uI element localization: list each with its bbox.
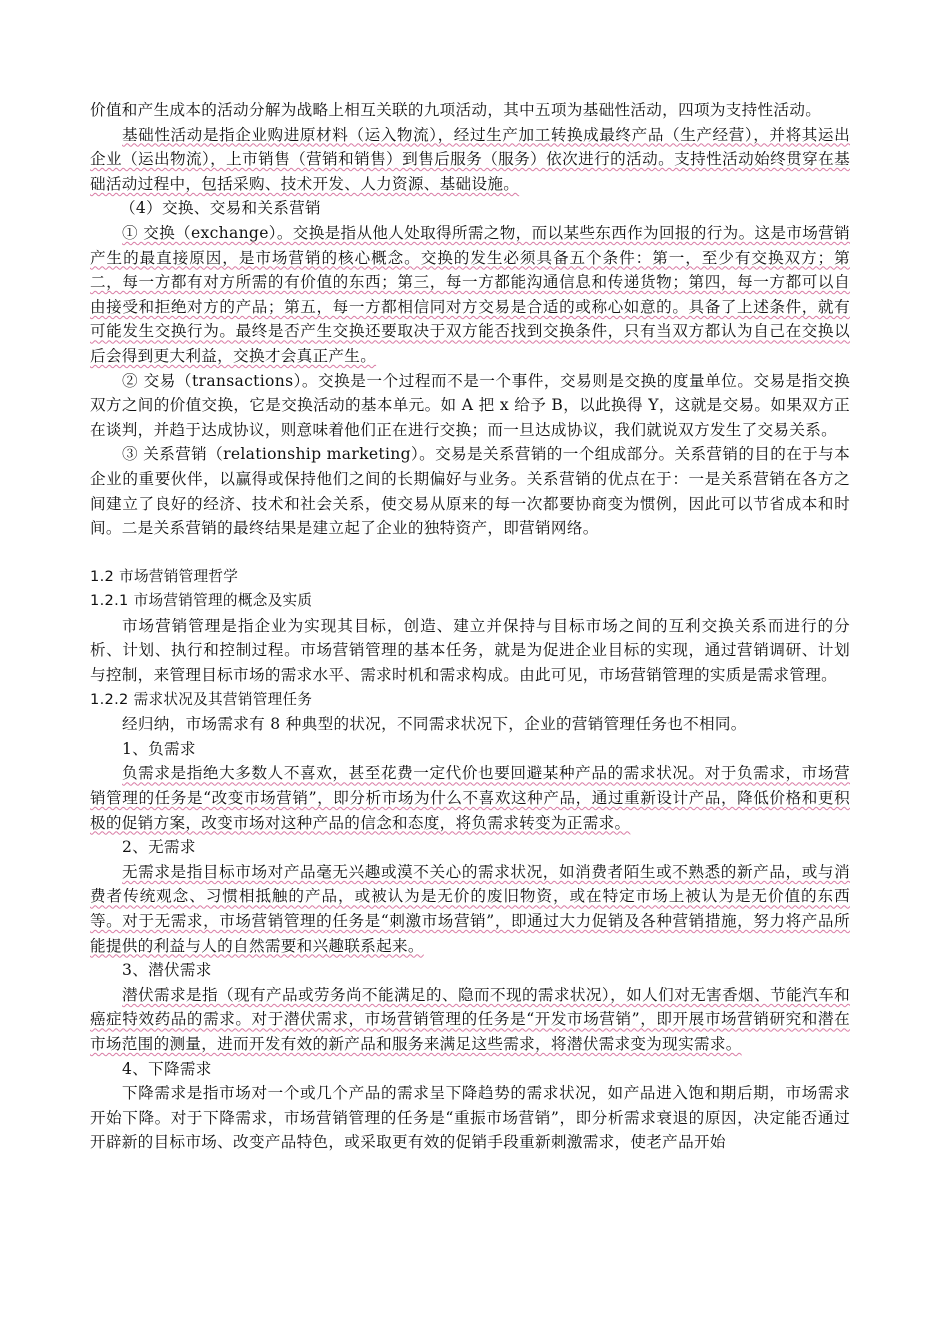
paragraph-no-demand-text: 无需求是指目标市场对产品毫无兴趣或漠不关心的需求状况，如消费者陌生或不熟悉的新产品，或与消费者传统观念、习惯相抵触的产品，或被认为是无价的废旧物资，或在特定市场上被认为是无价值的东西等。对于无需求，市场营销管理的任务是“刺激市场营销”，即通过大力促销及各种营销措施，努力将产品所能提供的利益与人的自然需要和兴趣联系起来。 bbox=[90, 862, 850, 955]
paragraph-latent-demand bbox=[90, 983, 850, 1057]
document-page bbox=[90, 98, 850, 1155]
subheading-declining-demand: 4、下降需求 bbox=[122, 1059, 212, 1078]
subheading-latent-demand: 3、潜伏需求 bbox=[122, 961, 212, 980]
paragraph-declining-demand: 下降需求是指市场对一个或几个产品的需求呈下降趋势的需求状况，如产品进入饱和期后期，市场需求开始下降。对于下降需求，市场营销管理的任务是“重振市场营销”，即分析需求衰退的原因，决定能否通过开辟新的目标市场、改变产品特色，或采取更有效的促销手段重新刺激需求，使老产品开始 bbox=[90, 1084, 850, 1152]
paragraph-primary-activities bbox=[90, 123, 850, 197]
paragraph-management-concept: 市场营销管理是指企业为实现其目标，创造、建立并保持与目标市场之间的互利交换关系而进行的分析、计划、执行和控制过程。市场营销管理的基本任务，就是为促进企业目标的实现，通过营销调研、计划与控制，来管理目标市场的需求水平、需求时机和需求构成。由此可见，市场营销管理的实质是需求管理。 bbox=[90, 616, 850, 685]
subheading-negative-demand: 1、负需求 bbox=[122, 739, 196, 758]
paragraph-negative-demand bbox=[90, 761, 850, 835]
subheading-no-demand: 2、无需求 bbox=[122, 838, 196, 857]
paragraph-no-demand bbox=[90, 860, 850, 958]
section-heading-1-2-2: 1.2.2 需求状况及其营销管理任务 bbox=[90, 690, 313, 708]
paragraph-primary-activities-text: 基础性活动是指企业购进原材料（运入物流），经过生产加工转换成最终产品（生产经营），并将其运出企业（运出物流），上市销售（营销和销售）到售后服务（服务）依次进行的活动。支持性活动始终贯穿在基础活动过程中，包括采购、技术开发、人力资源、基础设施。 bbox=[90, 125, 850, 193]
paragraph-demand-summary: 经归纳，市场需求有 8 种典型的状况，不同需求状况下，企业的营销管理任务也不相同。 bbox=[122, 715, 747, 734]
paragraph-transactions: ② 交易（transactions）。交换是一个过程而不是一个事件，交易则是交换的度量单位。交易是指交换双方之间的价值交换，它是交换活动的基本单元。如 A 把 x 给予 B，以此换得 Y，这就是交易。如果双方正在谈判，并趋于达成协议，则意味着他们正在进行交换；而一旦达成协议，我们就说双方发生了交易关系。 bbox=[90, 371, 850, 439]
paragraph-negative-demand-text: 负需求是指绝大多数人不喜欢，甚至花费一定代价也要回避某种产品的需求状况。对于负需求，市场营销管理的任务是“改变市场营销”，即分析市场为什么不喜欢这种产品，通过重新设计产品，降低价格和更积极的促销方案，改变市场对这种产品的信念和态度，将负需求转变为正需求。 bbox=[90, 764, 850, 832]
paragraph-relationship-marketing: ③ 关系营销（relationship marketing）。交易是关系营销的一个组成部分。关系营销的目的在于与本企业的重要伙伴，以赢得或保持他们之间的长期偏好与业务。关系营销的优点在于：一是关系营销在各方之间建立了良好的经济、技术和社会关系，使交易从原来的每一次都要协商变为惯例，因此可以节省成本和时间。二是关系营销的最终结果是建立起了企业的独特资产，即营销网络。 bbox=[90, 445, 850, 538]
paragraph-value-chain: 价值和产生成本的活动分解为战略上相互关联的九项活动，其中五项为基础性活动，四项为支持性活动。 bbox=[90, 101, 822, 119]
paragraph-latent-demand-text: 潜伏需求是指（现有产品或劳务尚不能满足的、隐而不现的需求状况），如人们对无害香烟、节能汽车和癌症特效药品的需求。对于潜伏需求，市场营销管理的任务是“开发市场营销”，即开展市场营销研究和潜在市场范围的测量，进而开发有效的新产品和服务来满足这些需求，将潜伏需求变为现实需求。 bbox=[90, 985, 850, 1053]
paragraph-exchange bbox=[90, 221, 850, 369]
paragraph-exchange-text: ① 交换（exchange）。交换是指从他人处取得所需之物，而以某些东西作为回报的行为。这是市场营销产生的最直接原因，是市场营销的核心概念。交换的发生必须具备五个条件：第一，至少有交换双方；第二，每一方都有对方所需的有价值的东西；第三，每一方都能沟通信息和传递货物；第四，每一方都可以自由接受和拒绝对方的产品；第五，每一方都相信同对方交易是合适的或称心如意的。具备了上述条件，就有可能发生交换行为。最终是否产生交换还要取决于双方能否找到交换条件，只有当双方都认为自己在交换以后会得到更大利益，交换才会真正产生。 bbox=[90, 223, 850, 365]
section-heading-1-2-1: 1.2.1 市场营销管理的概念及实质 bbox=[90, 592, 313, 610]
section-title: 1.2 市场营销管理哲学 bbox=[90, 567, 239, 585]
subheading-exchange-transaction: （4）交换、交易和关系营销 bbox=[120, 199, 321, 218]
